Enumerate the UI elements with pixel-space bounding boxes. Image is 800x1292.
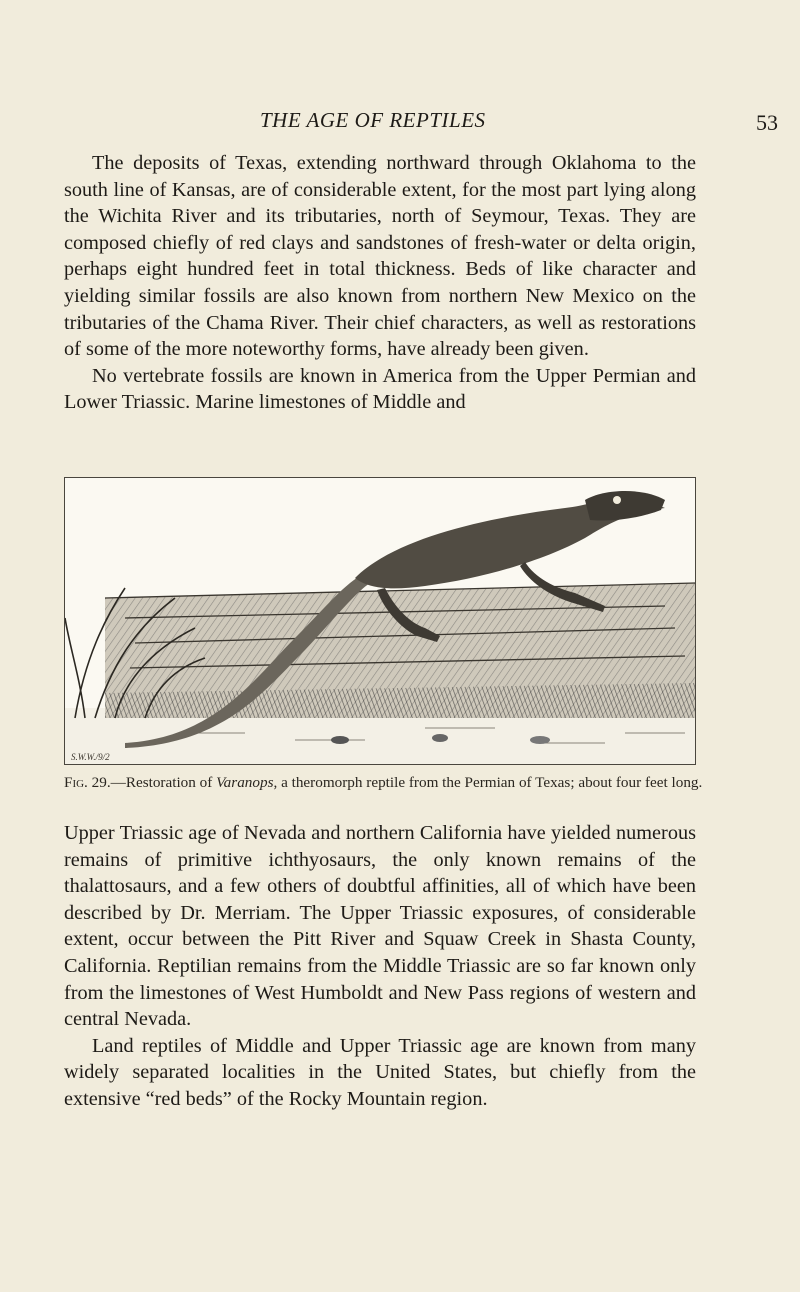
paragraph: No vertebrate fossils are known in America from the Upper Permian and Lower Triassic. Marine limestones of Middle and	[64, 364, 696, 414]
paragraph: Upper Triassic age of Nevada and northern California have yielded numerous remains of primitive ichthyosaurs, the only known remains of the thalattosaurs, and a few others of doubtful affinities, all of which have been described by Dr. Merriam. The Upper Triassic exposures, of considerable extent, occur between the Pitt River and Squaw Creek in Shasta County, California. Reptilian remains from the Middle Triassic are so far known only from the limestones of West Humboldt and New Pass regions of western and central Nevada.	[64, 822, 696, 1031]
caption-text: —Restoration of	[110, 774, 217, 791]
paragraph: The deposits of Texas, extending northward through Oklahoma to the south line of Kansas, are of considerable extent, for the most part lying along the Wichita River and its tributaries, north of Seymour, Texas. They are composed chiefly of red clays and sandstones of fresh-water or delta origin, perhaps eight hundred feet in total thickness. Beds of like character and yielding similar fossils are also known from northern New Mexico on the tributaries of the Chama River. Their chief characters, as well as restorations of some of the more noteworthy forms, have already been given.	[64, 152, 696, 361]
caption-text: , a theromorph reptile from the Permian of Texas; about four feet long.	[273, 774, 703, 791]
artist-signature: S.W.W./9/2	[71, 752, 110, 762]
page-number: 53	[756, 110, 778, 135]
body-text-top	[64, 150, 696, 416]
figure-caption	[64, 773, 704, 793]
paragraph: Land reptiles of Middle and Upper Triassic age are known from many widely separated localities in the United States, but chiefly from the extensive “red beds” of the Rocky Mountain region.	[64, 1034, 696, 1110]
body-text-bottom	[64, 820, 696, 1113]
figure-label: Fig. 29.	[64, 774, 111, 791]
running-head: THE AGE OF REPTILES	[260, 108, 486, 132]
figure-illustration	[64, 477, 696, 765]
reptile-illustration	[65, 478, 695, 764]
caption-taxon: Varanops	[216, 774, 274, 791]
page-header	[0, 108, 800, 138]
